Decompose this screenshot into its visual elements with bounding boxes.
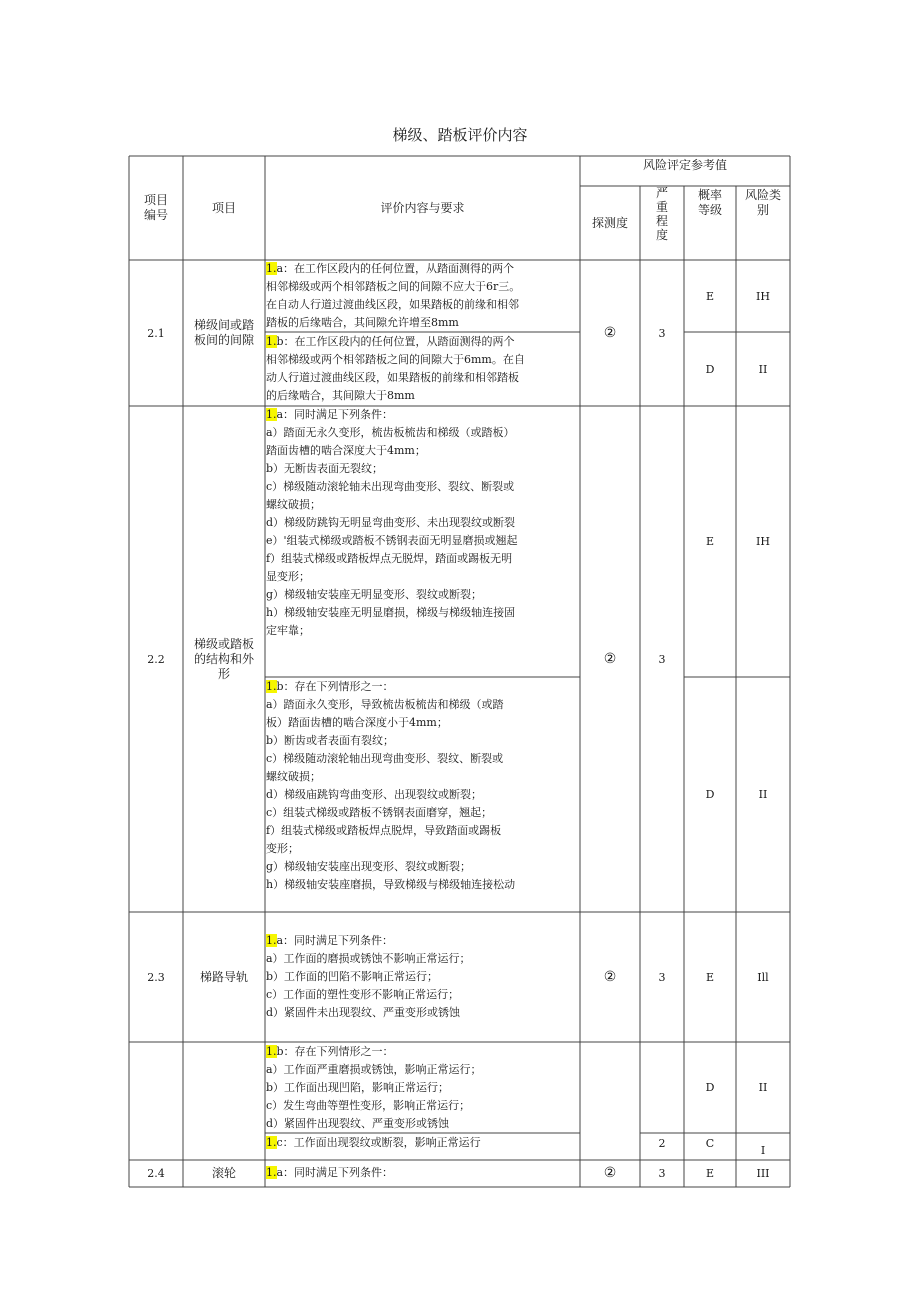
row-2-3-name: 梯路导轨 [199, 969, 248, 984]
row-2-2-b-content: 1.b：存在下列情形之一： a）踏面永久变形，导致梳齿板梳齿和梯级（或踏 板）踏面齿槽的啮合深度小于4mm； b）断齿或者表面有裂纹； c）梯级随动滚轮轴出现弯曲变形、裂纹、断裂或 螺纹破损； d）梯级庙跳钩弯曲变形、出现裂纹或断裂； c）组装式梯级或踏板不锈钢表面磨穿，翘起； f）组装式梯级或踏板焊点脱焊，导致踏面或踢板 变形； g）梯级轴安装座出现变形、裂纹或断裂； h）梯级轴安装座磨损，导致梯级与梯级轴连接松动 [266, 680, 516, 891]
row-2-3-a-risk: Ill [757, 970, 769, 984]
row-2-1-a-prob: E [705, 289, 715, 303]
page-title: 梯级、踏板评价内容 [392, 126, 528, 144]
header-item: 项目 [211, 200, 236, 215]
code-marker: 1. [266, 262, 277, 275]
row-2-1-b-prob: D [705, 362, 715, 376]
row-2-1-detect: ② [603, 324, 617, 341]
row-2-3-c-prob: C [705, 1136, 715, 1150]
row-2-3-c-content: 1.c：工作面出现裂纹或断裂，影响正常运行 [266, 1136, 481, 1149]
row-2-3-a-prob: E [705, 970, 715, 984]
row-2-3-c-severity: 2 [658, 1136, 666, 1150]
row-2-3-b-prob: D [705, 1081, 715, 1094]
row-2-2-no: 2.2 [147, 652, 165, 666]
row-2-4-a-risk: III [756, 1167, 770, 1180]
row-2-1-severity: 3 [658, 326, 666, 340]
header-item-no: 项目 编号 [143, 193, 168, 222]
row-2-4-name: 滚轮 [211, 1166, 236, 1180]
row-2-3-a-content: 1.a：同时满足下列条件： a）工作面的磨损或锈蚀不影响正常运行； b）工作面的凹陷不影响正常运行； c）工作面的塑性变形不影响正常运行； d）紧固件未出现裂纹、严重变形或锈蚀 [266, 934, 471, 1019]
row-2-2-detect: ② [603, 650, 617, 667]
row-2-2-name: 梯级或踏板 的结构和外 形 [193, 636, 254, 681]
header-probability: 概率 等级 [697, 188, 722, 217]
row-2-1-b-risk: II [758, 362, 768, 376]
row-2-1-a-content: 1.a：在工作区段内的任何位置，从踏面测得的两个 相邻梯级或两个相邻踏板之间的间隙不应大于6r三。 在自动人行道过渡曲线区段，如果踏板的前缘和相邻 踏板的后缘啮合，其间隙允许增至8mm [266, 262, 521, 329]
row-2-1-no: 2.1 [147, 326, 165, 340]
row-2-1-name: 梯级间或踏 板间的间隙 [193, 318, 254, 347]
row-2-3-no: 2.3 [147, 970, 165, 984]
header-severity: 严 重 程 度 [655, 186, 668, 242]
row-2-3-severity: 3 [658, 970, 666, 984]
code-marker: 1. [266, 1166, 277, 1179]
row-2-2-b-prob: D [705, 788, 715, 801]
code-marker: 1. [266, 934, 277, 947]
row-2-3-b-content: 1.b：存在下列情形之一： a）工作面严重磨损或锈蚀，影响正常运行； b）工作面出现凹陷，影响正常运行； c）发生弯曲等塑性变形，影响正常运行； d）紧固件出现裂纹、严重变形或锈蚀 [266, 1045, 482, 1130]
code-marker: 1. [266, 680, 277, 693]
row-2-2-a-prob: E [705, 535, 715, 548]
row-2-4-no: 2.4 [147, 1167, 165, 1180]
header-detect: 探测度 [591, 215, 628, 230]
row-2-4-a-content: 1.a：同时满足下列条件： [266, 1166, 394, 1179]
row-2-3-c-risk: I [760, 1143, 766, 1157]
header-content: 评价内容与要求 [380, 200, 465, 215]
row-2-1-b-content: 1.b：在工作区段内的任何位置，从踏面测得的两个 相邻梯级或两个相邻踏板之间的间隙大于6mm。在自 动人行道过渡曲线区段，如果踏板的前缘和相邻踏板 的后缘啮合，其间隙大于8mm [266, 335, 525, 402]
row-2-4-detect: ② [603, 1165, 617, 1181]
row-2-2-a-content: 1.a：同时满足下列条件： a）踏面无永久变形，梳齿板梳齿和梯级（或踏板） 踏面齿槽的啮合深度大于4mm； b）无断齿表面无裂纹； c）梯级随动滚轮轴未出现弯曲变形、裂纹、断裂或 螺纹破损； d）梯级防跳钩无明显弯曲变形、未出现裂纹或断裂 e）'组装式梯级或踏板不锈钢表面无明显磨损或翘起 f）组装式梯级或踏板焊点无脱焊，踏面或踢板无明 显变形； g）梯级轴安装座无明显变形、裂纹或断裂； h）梯级轴安装座无明显磨损，梯级与梯级轴连接固 定牢靠； [266, 408, 518, 637]
row-2-4-severity: 3 [658, 1167, 666, 1180]
row-2-2-severity: 3 [658, 652, 666, 666]
code-marker: 1. [266, 1045, 277, 1058]
code-marker: 1. [266, 335, 277, 348]
code-marker: 1. [266, 408, 277, 421]
row-2-3-detect: ② [603, 968, 617, 985]
code-marker: 1. [266, 1136, 277, 1149]
row-2-3-b-risk: II [758, 1081, 768, 1094]
row-2-4-a-prob: E [705, 1167, 715, 1180]
row-2-2-a-risk: IH [756, 535, 770, 548]
row-2-1-a-risk: IH [756, 289, 770, 303]
row-2-2-b-risk: II [758, 788, 768, 801]
header-risk-class: 风险类 别 [744, 188, 781, 217]
header-risk-ref: 风险评定参考值 [642, 158, 727, 172]
